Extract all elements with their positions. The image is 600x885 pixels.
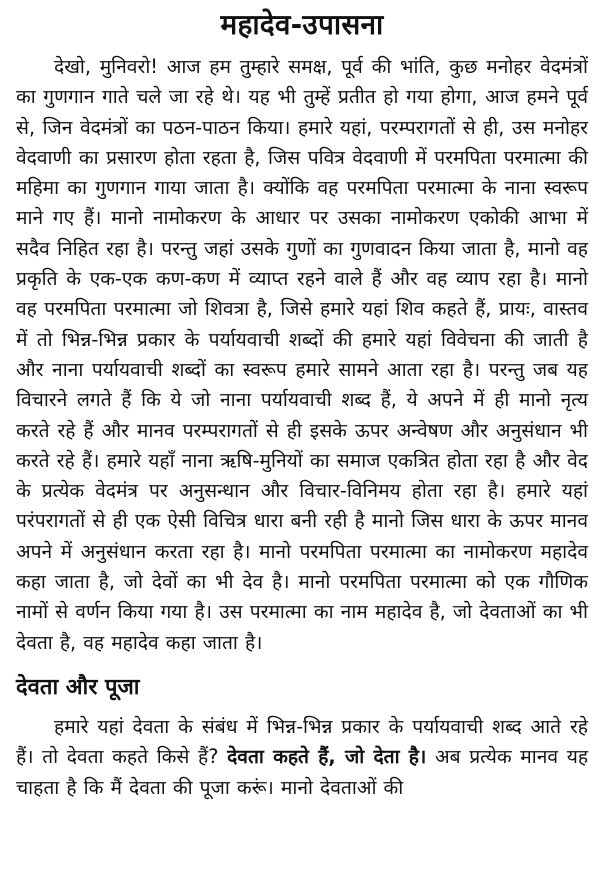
body-paragraph-2	[16, 712, 588, 803]
paragraph-2-bold-phrase: देवता कहते हैं, जो देता है।	[227, 745, 427, 769]
chapter-title: महादेव-उपासना	[220, 8, 384, 41]
paragraph-2-text-end: अब प्रत्येक मानव यह चाहता है कि मैं देवता की पूजा करूं। मानो देवताओं की	[16, 745, 589, 799]
body-paragraph-1: देखो, मुनिवरो! आज हम तुम्हारे समक्ष, पूर्व की भांति, कुछ मनोहर वेदमंत्रों का गुणगान गाते चले जा रहे थे। यह भी तुम्हें प्रतीत हो गया होगा, आज हमने पूर्व से, जिन वेदमंत्रों का पठन-पाठन किया। हमारे यहां, परम्परागतों से ही, उस मनोहर वेदवाणी का प्रसारण होता रहता है, जिस पवित्र वेदवाणी में परमपिता परमात्मा की महिमा का गुणगान गाया जाता है। क्योंकि वह परमपिता परमात्मा के नाना स्वरूप माने गए हैं। मानो नामोकरण के आधार पर उसका नामोकरण एकोकी आभा में सदैव निहित रहा है। परन्तु जहां उसके गुणों का गुणवादन किया जाता है, मानो वह प्रकृति के एक-एक कण-कण में व्याप्त रहने वाले हैं और वह व्याप रहा है। मानो वह परमपिता परमात्मा जो शिवत्रा है, जिसे हमारे यहां शिव कहते हैं, प्रायः, वास्तव में तो भिन्न-भिन्न प्रकार के पर्यायवाची शब्दों की हमारे यहां विवेचना की जाती है और नाना पर्यायवाची शब्दों का स्वरूप हमारे सामने आता रहा है। परन्तु जब यह विचारने लगते हैं कि ये जो नाना पर्यायवाची शब्द हैं, ये अपने में ही मानो नृत्य करते रहे हैं और मानव परम्परागतों से ही इसके ऊपर अन्वेषण और अनुसंधान भी करते रहे हैं। हमारे यहाँ नाना ऋषि-मुनियों का समाज एकत्रित होता रहा है और वेद के प्रत्येक वेदमंत्र पर अनुसन्धान और विचार-विनिमय होता रहा है। हमारे यहां परंपरागतों से ही एक ऐसी विचित्र धारा बनी रही है मानो जिस धारा के ऊपर मानव अपने में अनुसंधान करता रहा है। मानो परमपिता परमात्मा का नामोकरण महादेव कहा जाता है, जो देवों का भी देव है। मानो परमपिता परमात्मा को एक गौणिक नामों से वर्णन किया गया है। उस परमात्मा का नाम महादेव है, जो देवताओं का भी देवता है, वह महादेव कहा जाता है।	[16, 55, 588, 654]
section-heading: देवता और पूजा	[16, 674, 140, 700]
document-page	[0, 10, 600, 885]
paragraph-2-text-start: हमारे यहां देवता के संबंध में भिन्न-भिन्न प्रकार के पर्यायवाची शब्द आते रहे हैं। तो देवता कहते किसे हैं?	[16, 714, 588, 769]
